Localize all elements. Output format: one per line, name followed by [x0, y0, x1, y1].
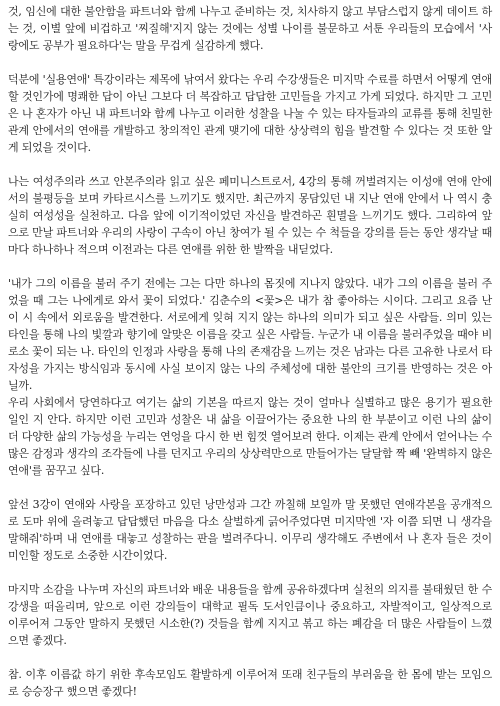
document-body	[8, 3, 492, 700]
paragraph-3: 나는 여성주의라 쓰고 안본주의라 읽고 싶은 페미니스트로서, 4강의 통해 꺼벌려지는 이성애 연애 안에서의 불평등을 보며 카타르시스를 느끼기도 했지만. 최근까지 몽담있던 내 지난 연애 안에서 나 역시 충실히 여성성을 실천하고. 다음 앞에 이기적이었던 자신을 발견하곤 흰멸을 느끼기도 했다. 그리하여 앞으로 만날 파트너와 우리의 사랑이 구속이 아닌 창여가 될 수 있는 수 척들을 강의를 듣는 동안 생각날 때마다 하나하나 적으며 이전과는 다른 연애를 위한 한 발짝을 내딛었다.	[8, 175, 492, 256]
paragraph-gap	[8, 564, 492, 581]
paragraph-8: 참. 이후 이름값 하기 위한 후속모임도 활발하게 이루어져 또래 친구들의 부러움을 한 몸에 받는 모임으로 승승장구 했으면 좋겠다!	[8, 668, 492, 698]
paragraph-7: 마지막 소감을 나누며 자신의 파트너와 배운 내용들을 함께 공유하겠다며 실천의 의지를 불태웠던 한 수강생을 떠올리며, 앞으로 이런 강의들이 대학교 필독 도서인큼이나 중요하고, 자발적이고, 일상적으로 이루어져 그동안 말하지 못했던 시소한(?) 것들을 함께 지지고 볶고 하는 폐감을 더 많은 사람들이 느꼈으면 좋겠다.	[8, 583, 492, 647]
paragraph-6: 앞선 3강이 연애와 사랑을 포장하고 있던 낭만성과 그간 까칠해 보일까 말 못했던 연애각본을 공개적으로 도마 위에 올려놓고 답답했던 마음을 다소 살벌하게 긁어주었다면 미지막엔 '자 이쯤 되면 니 생각을 말해줘'하며 내 연애를 대놓고 성찰하는 판을 벌려주다니. 이무리 생각해도 주변에서 나 혼자 들은 것이 미인할 정도로 소중한 시간이었다.	[8, 498, 492, 562]
paragraph-4: '내가 그의 이름을 불러 주기 전에는 그는 다만 하나의 몸짓에 지나지 않았다. 내가 그의 이름을 불러 주었을 때 그는 나에게로 와서 꽃이 되었다.' 김춘수의 <꽃>은 내가 참 좋아하는 시이다. 그리고 요즘 난 이 시 속에서 외로움을 발견한다. 서로에게 잊혀 지지 않는 하나의 의미가 되고 싶은 사람들. 의미 있는 타인을 통해 나의 빛깔과 향기에 알맞은 이름을 갖고 싶은 사람들. 누군가 내 이름을 불러주었을 때야 비로소 꽃이 되는 나. 타인의 인정과 사랑을 통해 나의 존재감을 느끼는 것은 남과는 다른 고유한 나로서 타자성을 가지는 방식임과 동시에 사실 보이지 않는 나의 주체성에 대한 불안의 크기를 반영하는 것은 아닐까.	[8, 277, 492, 392]
paragraph-5: 우리 사회에서 당연하다고 여기는 삶의 기본을 따르지 않는 것이 얼마나 실별하고 많은 용기가 필요한 일인 지 안다. 하지만 이런 고민과 성찰은 내 삶을 이끌어가는 중요한 나의 한 부분이고 이런 나의 삶이 더 다양한 삶의 가능성을 누리는 연엉을 다시 한 번 힘껏 열어보려 한다. 이제는 관계 안에서 얻어나는 수많은 감정과 생각의 조각들에 나를 던지고 우리의 상상력만으로 만들어가는 달달함 짝 빼 '완벽하지 않은 연애'를 꿈꾸고 싶다.	[8, 396, 492, 477]
paragraph-2: 덕분에 '실용연애' 특강이라는 제목에 낚여서 왔다는 우리 수강생들은 미지막 수료를 하면서 어떻게 연애할 것인가에 명쾌한 답이 아닌 그보다 더 복잡하고 답답한 고민들을 가지고 가게 되었다. 하지만 그 고민은 나 혼자가 아닌 내 파트너와 함께 나누고 이러한 성찰을 나눌 수 있는 타자들과의 교류를 통해 친밀한 관계 안에서의 연애를 개발하고 창의적인 관계 맺기에 대한 상상력의 힘을 발견할 수 있다는 것 또한 알게 되었을 것이다.	[8, 73, 492, 154]
paragraph-gap	[8, 54, 492, 71]
paragraph-gap	[8, 258, 492, 275]
paragraph-1: 것, 임신에 대한 불안함을 파트너와 함께 나누고 준비하는 것, 치사하지 않고 부담스럽지 않게 데이트 하는 것, 이별 앞에 비겁하고 '찌질해'지지 않는 것에는 성별 나이를 불문하고 서툰 우리들의 모습에서 '사랑에도 공부가 필요하다'는 말을 무겁게 실감하게 했다.	[8, 5, 492, 52]
paragraph-gap	[8, 479, 492, 496]
paragraph-gap	[8, 649, 492, 666]
paragraph-gap	[8, 156, 492, 173]
